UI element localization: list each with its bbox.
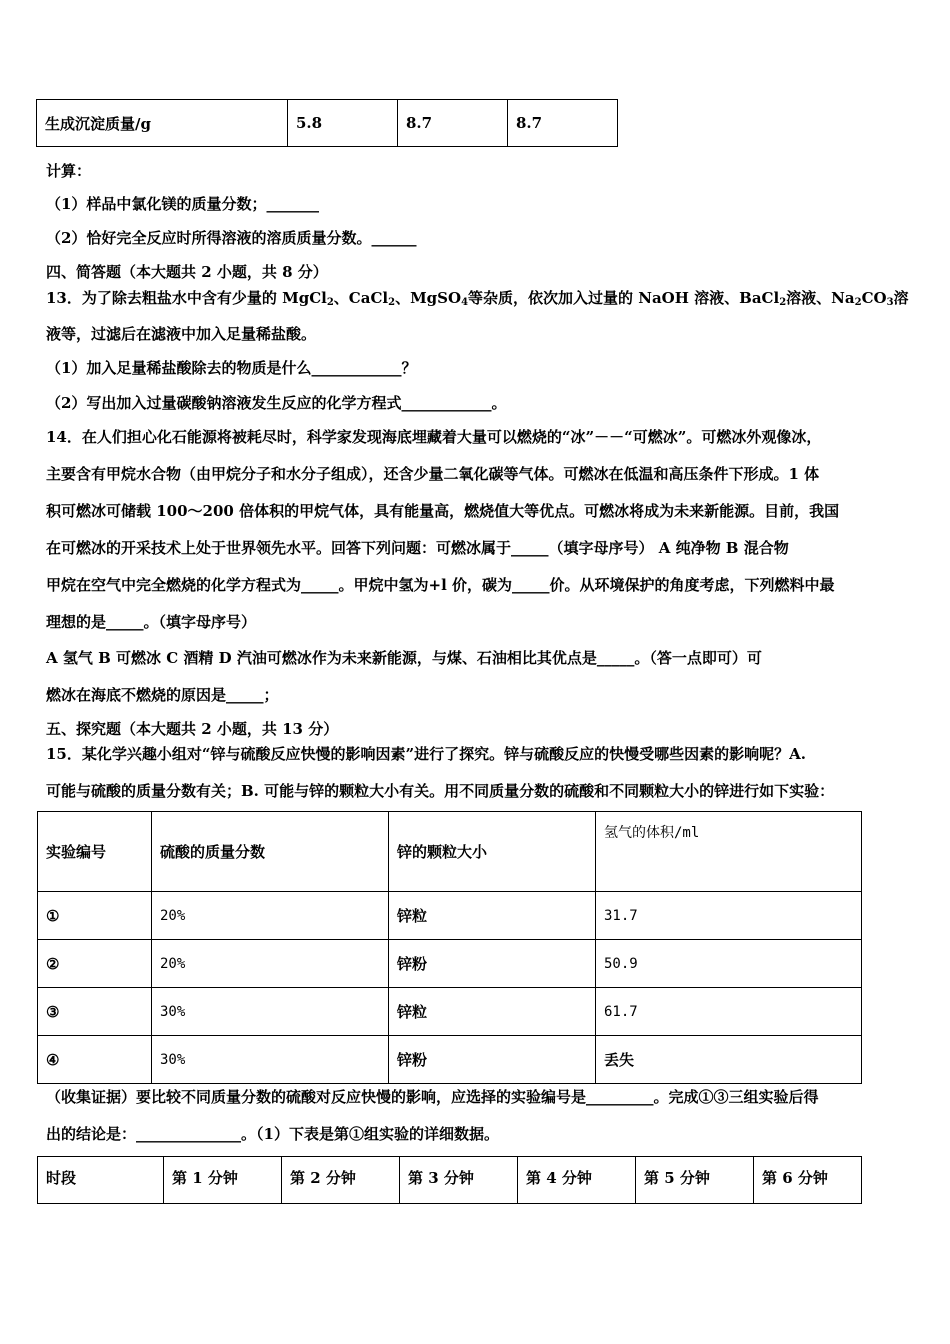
precipitate-table bbox=[36, 99, 618, 147]
subscript: 2 bbox=[854, 297, 862, 308]
calc-question-2: （2）恰好完全反应时所得溶液的溶质质量分数。______ bbox=[46, 229, 417, 247]
table-row bbox=[38, 988, 862, 1036]
table-cell: 第 6 分钟 bbox=[754, 1157, 862, 1204]
table-cell: 31.7 bbox=[596, 892, 862, 940]
q13-text: 、MgSO bbox=[395, 289, 462, 307]
q13-text: 13．为了除去粗盐水中含有少量的 MgCl bbox=[46, 289, 327, 307]
section-5-heading: 五、探究题（本大题共 2 小题，共 13 分） bbox=[46, 720, 339, 738]
table-cell: ③ bbox=[38, 988, 152, 1036]
table-header-row bbox=[38, 812, 862, 892]
table-cell: 时段 bbox=[38, 1157, 164, 1204]
table-cell: 第 1 分钟 bbox=[164, 1157, 282, 1204]
q13-text: 等杂质，依次加入过量的 NaOH 溶液、BaCl bbox=[468, 289, 780, 307]
table-cell: 锌粉 bbox=[389, 940, 596, 988]
table-cell-value: 8.7 bbox=[398, 100, 508, 147]
q13-text: 溶 bbox=[893, 289, 909, 307]
question-15-line: 可能与硫酸的质量分数有关；B. 可能与锌的颗粒大小有关。用不同质量分数的硫酸和不同颗粒大小的锌进行如下实验： bbox=[46, 782, 835, 800]
time-table bbox=[37, 1156, 862, 1204]
question-14-line: 14．在人们担心化石能源将被耗尽时，科学家发现海底埋藏着大量可以燃烧的“冰”－－“可燃冰”。可燃冰外观像冰， bbox=[46, 428, 822, 446]
table-header-cell: 锌的颗粒大小 bbox=[389, 812, 596, 892]
table-cell: 20% bbox=[152, 892, 389, 940]
table-cell: 锌粒 bbox=[389, 988, 596, 1036]
table-cell: 30% bbox=[152, 1036, 389, 1084]
table-cell: 20% bbox=[152, 940, 389, 988]
table-row bbox=[38, 1157, 862, 1204]
question-14-line: 甲烷在空气中完全燃烧的化学方程式为_____。甲烷中氢为+l 价，碳为_____价。从环境保护的角度考虑，下列燃料中最 bbox=[46, 576, 835, 594]
table-cell: ④ bbox=[38, 1036, 152, 1084]
question-13-sub-2: （2）写出加入过量碳酸钠溶液发生反应的化学方程式____________。 bbox=[46, 394, 507, 412]
table-row bbox=[38, 940, 862, 988]
table-cell: 第 3 分钟 bbox=[400, 1157, 518, 1204]
subscript: 3 bbox=[886, 297, 894, 308]
table-header-cell: 实验编号 bbox=[38, 812, 152, 892]
subscript: 2 bbox=[779, 297, 787, 308]
question-13-sub-1: （1）加入足量稀盐酸除去的物质是什么____________？ bbox=[46, 359, 417, 377]
table-header-cell: 硫酸的质量分数 bbox=[152, 812, 389, 892]
question-14-line: A 氢气 B 可燃冰 C 酒精 D 汽油可燃冰作为未来新能源，与煤、石油相比其优点是_____。（答一点即可）可 bbox=[46, 649, 762, 667]
subscript: 2 bbox=[388, 297, 396, 308]
section-4-heading: 四、简答题（本大题共 2 小题，共 8 分） bbox=[46, 263, 328, 281]
evidence-line: 出的结论是：______________。（1）下表是第①组实验的详细数据。 bbox=[46, 1125, 499, 1143]
table-cell: 61.7 bbox=[596, 988, 862, 1036]
subscript: 4 bbox=[461, 297, 469, 308]
question-13-line-2: 液等，过滤后在滤液中加入足量稀盐酸。 bbox=[46, 325, 317, 343]
table-cell-label: 生成沉淀质量/g bbox=[37, 100, 288, 147]
table-cell: 第 4 分钟 bbox=[518, 1157, 636, 1204]
question-13-line-1 bbox=[46, 288, 909, 308]
table-cell: 第 2 分钟 bbox=[282, 1157, 400, 1204]
table-header-cell: 氢气的体积/ml bbox=[596, 812, 862, 892]
experiment-table bbox=[37, 811, 862, 1084]
table-row bbox=[38, 1036, 862, 1084]
q13-text: 溶液、Na bbox=[786, 289, 855, 307]
table-cell: 锌粉 bbox=[389, 1036, 596, 1084]
calc-question-1: （1）样品中氯化镁的质量分数；_______ bbox=[46, 195, 319, 213]
subscript: 2 bbox=[326, 297, 334, 308]
table-row bbox=[37, 100, 618, 147]
table-cell: ② bbox=[38, 940, 152, 988]
q13-text: CO bbox=[861, 289, 887, 307]
table-cell: 锌粒 bbox=[389, 892, 596, 940]
table-cell: 30% bbox=[152, 988, 389, 1036]
table-row bbox=[38, 892, 862, 940]
question-14-line: 积可燃冰可储载 100～200 倍体积的甲烷气体，具有能量高，燃烧值大等优点。可燃冰将成为未来新能源。目前，我国 bbox=[46, 502, 840, 520]
table-cell: ① bbox=[38, 892, 152, 940]
question-15-line: 15．某化学兴趣小组对“锌与硫酸反应快慢的影响因素”进行了探究。锌与硫酸反应的快慢受哪些因素的影响呢？A. bbox=[46, 745, 806, 763]
question-14-line: 燃冰在海底不燃烧的原因是_____； bbox=[46, 686, 279, 704]
table-cell-value: 8.7 bbox=[508, 100, 618, 147]
calc-heading: 计算： bbox=[46, 162, 92, 180]
q13-text: 、CaCl bbox=[333, 289, 389, 307]
table-cell: 50.9 bbox=[596, 940, 862, 988]
question-14-line: 主要含有甲烷水合物（由甲烷分子和水分子组成），还含少量二氧化碳等气体。可燃冰在低温和高压条件下形成。1 体 bbox=[46, 465, 820, 483]
table-cell-value: 5.8 bbox=[288, 100, 398, 147]
question-14-line: 理想的是_____。（填字母序号） bbox=[46, 613, 257, 631]
table-cell: 第 5 分钟 bbox=[636, 1157, 754, 1204]
question-14-line: 在可燃冰的开采技术上处于世界领先水平。回答下列问题：可燃冰属于_____（填字母序号） A 纯净物 B 混合物 bbox=[46, 539, 789, 557]
table-cell: 丢失 bbox=[596, 1036, 862, 1084]
evidence-line: （收集证据）要比较不同质量分数的硫酸对反应快慢的影响，应选择的实验编号是_________。完成①③三组实验后得 bbox=[46, 1088, 819, 1106]
